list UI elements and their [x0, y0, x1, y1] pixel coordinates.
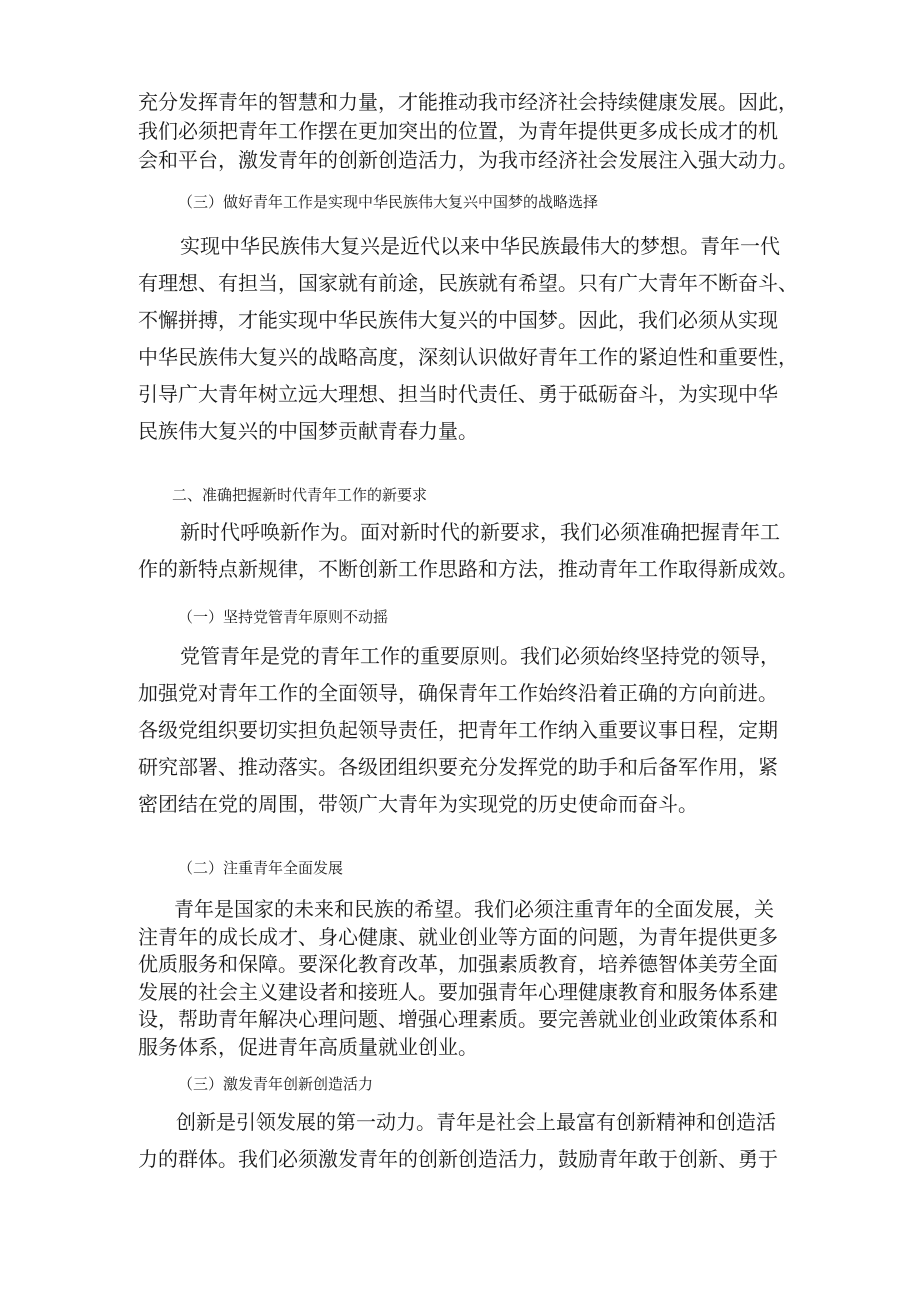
text-line: 青年是国家的未来和民族的希望。我们必须注重青年的全面发展，关 — [174, 897, 774, 921]
paragraph-innovation — [138, 1104, 802, 1178]
text-line: 会和平台，激发青年的创新创造活力，为我市经济社会发展注入强大动力。 — [138, 148, 798, 172]
section-heading-development: （二）注重青年全面发展 — [178, 859, 344, 877]
paragraph-strategy — [138, 228, 802, 450]
text-line: 我们必须把青年工作摆在更加突出的位置，为青年提供更多成长成才的机 — [138, 119, 778, 143]
text-line: 加强党对青年工作的全面领导，确保青年工作始终沿着正确的方向前进。 — [138, 681, 778, 705]
text-line: 优质服务和保障。要深化教育改革，加强素质教育，培养德智体美劳全面 — [138, 952, 778, 976]
section-heading-party: （一）坚持党管青年原则不动摇 — [178, 608, 389, 626]
paragraph-requirements — [138, 514, 802, 588]
text-line: 研究部署、推动落实。各级团组织要充分发挥党的助手和后备军作用，紧 — [138, 755, 778, 779]
text-line: 注青年的成长成才、身心健康、就业创业等方面的问题，为青年提供更多 — [138, 924, 778, 949]
section-heading-requirements: 二、准确把握新时代青年工作的新要求 — [172, 486, 428, 504]
text-line: 服务体系，促进青年高质量就业创业。 — [138, 1034, 478, 1059]
text-line: 创新是引领发展的第一动力。青年是社会上最富有创新精神和创造活 — [176, 1110, 776, 1134]
section-heading-strategy: （三）做好青年工作是实现中华民族伟大复兴中国梦的战略选择 — [178, 193, 599, 211]
text-line: 新时代呼唤新作为。面对新时代的新要求，我们必须准确把握青年工 — [180, 520, 780, 544]
text-line: 力的群体。我们必须激发青年的创新创造活力，鼓励青年敢于创新、勇于 — [138, 1147, 778, 1171]
paragraph-intro — [138, 88, 802, 175]
text-line: 民族伟大复兴的中国梦贡献青春力量。 — [138, 419, 478, 443]
text-line: 各级党组织要切实担负起领导责任，把青年工作纳入重要议事日程，定期 — [138, 718, 778, 742]
text-line: 充分发挥青年的智慧和力量，才能推动我市经济社会持续健康发展。因此， — [138, 90, 798, 114]
text-line: 党管青年是党的青年工作的重要原则。我们必须始终坚持党的领导， — [180, 644, 780, 668]
text-line: 实现中华民族伟大复兴是近代以来中华民族最伟大的梦想。青年一代 — [180, 234, 780, 258]
text-line: 发展的社会主义建设者和接班人。要加强青年心理健康教育和服务体系建 — [138, 979, 778, 1004]
section-heading-innovation: （三）激发青年创新创造活力 — [178, 1075, 374, 1093]
text-line: 引导广大青年树立远大理想、担当时代责任、勇于砥砺奋斗，为实现中华 — [138, 382, 778, 406]
paragraph-party — [138, 638, 802, 823]
text-line: 密团结在党的周围，带领广大青年为实现党的历史使命而奋斗。 — [138, 792, 698, 816]
text-line: 不懈拼搏，才能实现中华民族伟大复兴的中国梦。因此，我们必须从实现 — [138, 308, 778, 332]
text-line: 作的新特点新规律，不断创新工作思路和方法，推动青年工作取得新成效。 — [138, 557, 798, 581]
text-line: 设，帮助青年解决心理问题、增强心理素质。要完善就业创业政策体系和 — [138, 1007, 778, 1031]
text-line: 有理想、有担当，国家就有前途，民族就有希望。只有广大青年不断奋斗、 — [138, 271, 798, 295]
text-line: 中华民族伟大复兴的战略高度，深刻认识做好青年工作的紧迫性和重要性， — [138, 345, 798, 369]
paragraph-development — [138, 896, 802, 1061]
